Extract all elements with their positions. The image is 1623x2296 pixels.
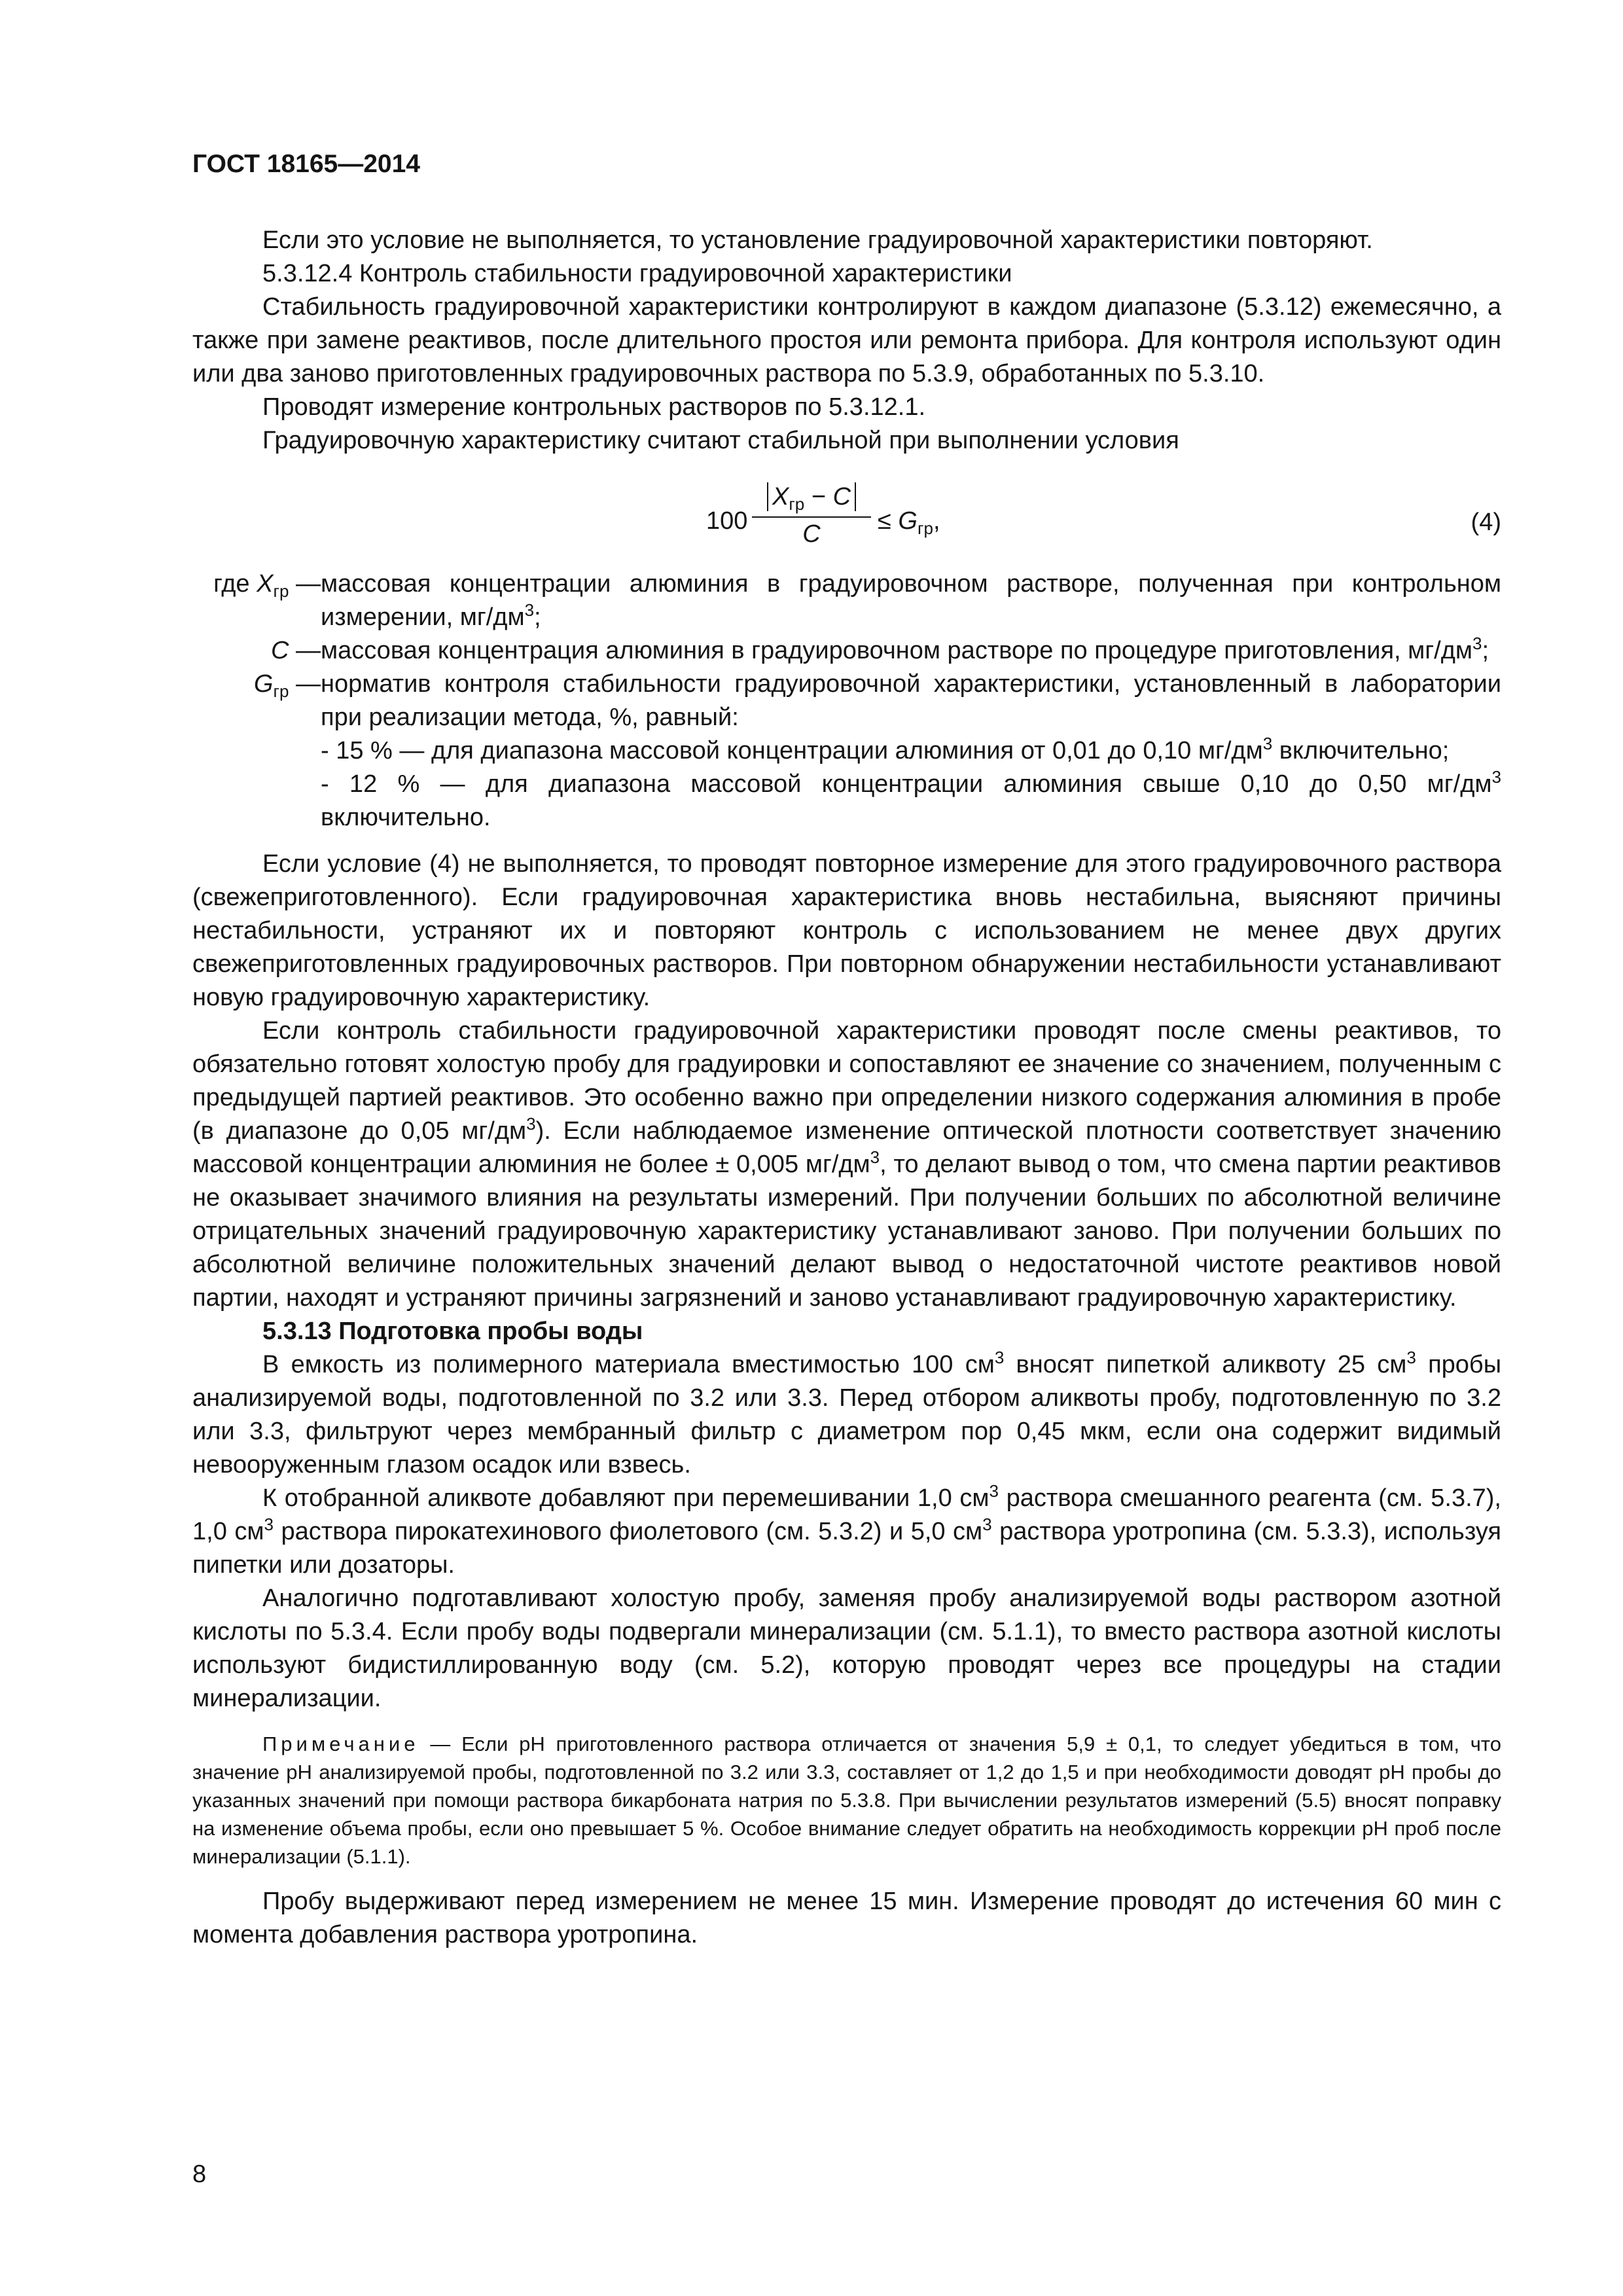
definition-symbol — [192, 567, 321, 634]
text: массовая концентрация алюминия в градуировочном растворе по процедуре приготовления, мг/дм — [321, 637, 1473, 664]
note-text: — Если рН приготовленного раствора отличается от значения 5,9 ± 0,1, то следует убедиться в том, что значение рН анализируемой пробы, подготовленной по 3.2 или 3.3, составляет от 1,2 до 1,5 и при необходимости доводят рН пробы до указанных значений при помощи раствора бикарбоната натрия по 5.3.8. При вычислении результатов измерений (5.5) вносят поправку на изменение объема пробы, если оно превышает 5 %. Особое внимание следует обратить на необходимость коррекции рН проб после минерализации (5.1.1). — [192, 1732, 1501, 1868]
paragraph: Пробу выдерживают перед измерением не менее 15 мин. Измерение проводят до истечения 60 мин с момента добавления раствора уротропина. — [192, 1888, 1501, 1948]
page-number: 8 — [192, 2161, 207, 2188]
var-c: C — [832, 483, 851, 511]
definition-text — [321, 668, 1501, 834]
definition-text — [321, 634, 1501, 668]
text: , то делают вывод о том, что смена партии реактивов не оказывает значимого влияния на результаты измерений. При получении больших по абсолютной величине отрицательных значений градуировочную характеристику устанавливают заново. При получении больших по абсолютной величине положительных значений делают вывод о недостаточной чистоте реактивов новой партии, находят и устраняют причины загрязнений и заново устанавливают градуировочную характеристику. — [192, 1151, 1501, 1312]
sup: 3 — [982, 1515, 992, 1534]
sup: 3 — [994, 1348, 1005, 1367]
formula-4 — [192, 467, 1501, 565]
text: раствора уротропина (см. 5.3.3), используя пипетки или дозаторы. — [192, 1518, 1501, 1579]
sup: 3 — [1491, 767, 1501, 787]
formula-denominator: C — [802, 520, 821, 548]
text: ). Если наблюдаемое изменение оптической плотности соответствует значению массовой концентрации алюминия не более ± 0,005 мг/дм — [192, 1117, 1501, 1178]
text: норматив контроля стабильности градуировочной характеристики, установленный в лаборатории при реализации метода, %, равный: — [321, 670, 1501, 731]
var-x: X — [772, 483, 789, 511]
formula-rhs — [878, 505, 940, 538]
page-content — [192, 224, 1501, 1952]
paragraph: Если условие (4) не выполняется, то проводят повторное измерение для этого градуировочного раствора (свежеприготовленного). Если градуировочная характеристика вновь нестабильна, выясняют причины нестабильности, устраняют их и повторяют контроль с использованием не менее двух других свежеприготовленных градуировочных растворов. При повторном обнаружении нестабильности устанавливают новую градуировочную характеристику. — [192, 850, 1501, 1011]
definition-item — [192, 634, 1501, 668]
paragraph: Аналогично подготавливают холостую пробу, заменяя пробу анализируемой воды раствором азотной кислоты по 5.3.4. Если пробу воды подвергали минерализации (см. 5.1.1), то вместо раствора азотной кислоты используют бидистиллированную воду (см. 5.2), которую проводят через все процедуры на стадии минерализации. — [192, 1585, 1501, 1712]
definition-item — [192, 567, 1501, 634]
paragraph: Если это условие не выполняется, то установление градуировочной характеристики повторяют. — [262, 226, 1373, 254]
paragraph: Стабильность градуировочной характеристики контролируют в каждом диапазоне (5.3.12) ежемесячно, а также при замене реактивов, после длительного простоя или ремонта прибора. Для контроля используют один или два заново приготовленных градуировочных раствора по 5.3.9, обработанных по 5.3.10. — [192, 293, 1501, 387]
where-word: где — [213, 570, 257, 598]
text: раствора пирокатехинового фиолетового (см. 5.3.2) и 5,0 см — [273, 1518, 983, 1545]
sup: 3 — [989, 1481, 999, 1501]
var-x: X — [257, 570, 274, 598]
formula-coefficient: 100 — [706, 507, 748, 535]
text: раствора смешанного реагента (см. 5.3.7), 1,0 см — [192, 1484, 1501, 1545]
dash: — — [289, 670, 321, 698]
le-sign: ≤ — [878, 507, 899, 535]
text: включительно. — [321, 804, 491, 831]
text: Если контроль стабильности градуировочной характеристики проводят после смены реактивов, то обязательно готовят холостую пробу для градуировки и сопоставляют ее значение со значением, полученным с предыдущей партией реактивов. Это особенно важно при определении низкого содержания алюминия в пробе (в диапазоне до 0,05 мг/дм — [192, 1017, 1501, 1145]
text: - 15 % — для диапазона массовой концентрации алюминия от 0,01 до 0,10 мг/дм — [321, 737, 1263, 764]
text: включительно; — [1272, 737, 1450, 764]
sup: 3 — [870, 1147, 880, 1167]
sub-gr: гр — [273, 681, 289, 701]
sub-gr: гр — [917, 518, 933, 538]
sup: 3 — [526, 1114, 536, 1134]
sup: 3 — [524, 600, 535, 620]
definition-symbol — [192, 668, 321, 834]
sub-gr: гр — [789, 494, 805, 514]
minus-sign: − — [804, 483, 833, 511]
comma: , — [933, 507, 940, 535]
text: К отобранной аликвоте добавляют при перемешивании 1,0 см — [262, 1484, 990, 1512]
text: - 12 % — для диапазона массовой концентрации алюминия свыше 0,10 до 0,50 мг/дм — [321, 770, 1492, 798]
sup: 3 — [1406, 1348, 1416, 1367]
dash: — — [289, 637, 321, 664]
list-item — [321, 768, 1501, 834]
var-g: G — [253, 670, 274, 698]
paragraph — [192, 1014, 1501, 1315]
var-g: G — [898, 507, 918, 535]
definition-item — [192, 668, 1501, 834]
formula-numerator — [752, 480, 871, 514]
paragraph — [192, 1482, 1501, 1582]
sup: 3 — [1472, 634, 1482, 653]
sub-gr: гр — [273, 581, 289, 601]
text: вносят пипеткой аликвоту 25 см — [1004, 1351, 1407, 1378]
dash: — — [289, 570, 321, 598]
note-label: Примечание — [262, 1732, 419, 1755]
definitions-list — [192, 567, 1501, 834]
note — [192, 1730, 1501, 1871]
text: массовая концентрации алюминия в градуировочном растворе, полученная при контрольном измерении, мг/дм — [321, 570, 1501, 631]
text: пробы анализируемой воды, подготовленной по 3.2 или 3.3. Перед отбором аликвоты пробу, подготовленную по 3.2 или 3.3, фильтруют через мембранный фильтр с диаметром пор 0,45 мкм, если она содержит видимый невооруженным глазом осадок или взвесь. — [192, 1351, 1502, 1479]
paragraph: Проводят измерение контрольных растворов по 5.3.12.1. — [262, 393, 926, 421]
sup: 3 — [264, 1515, 274, 1534]
sup: 3 — [1262, 734, 1273, 753]
paragraph — [192, 1348, 1501, 1482]
document-header: ГОСТ 18165—2014 — [192, 150, 420, 178]
text: ; — [1482, 637, 1489, 664]
subsection-title: 5.3.12.4 Контроль стабильности градуировочной характеристики — [262, 260, 1012, 287]
definition-symbol — [192, 634, 321, 668]
definition-text — [321, 567, 1501, 634]
var-c: C — [270, 637, 289, 664]
text: В емкость из полимерного материала вместимостью 100 см — [262, 1351, 995, 1378]
paragraph: Градуировочную характеристику считают стабильной при выполнении условия — [262, 427, 1179, 454]
list-item — [321, 734, 1501, 768]
text: ; — [534, 603, 541, 631]
section-title: 5.3.13 Подготовка пробы воды — [262, 1318, 643, 1345]
equation-number: (4) — [1471, 509, 1501, 536]
